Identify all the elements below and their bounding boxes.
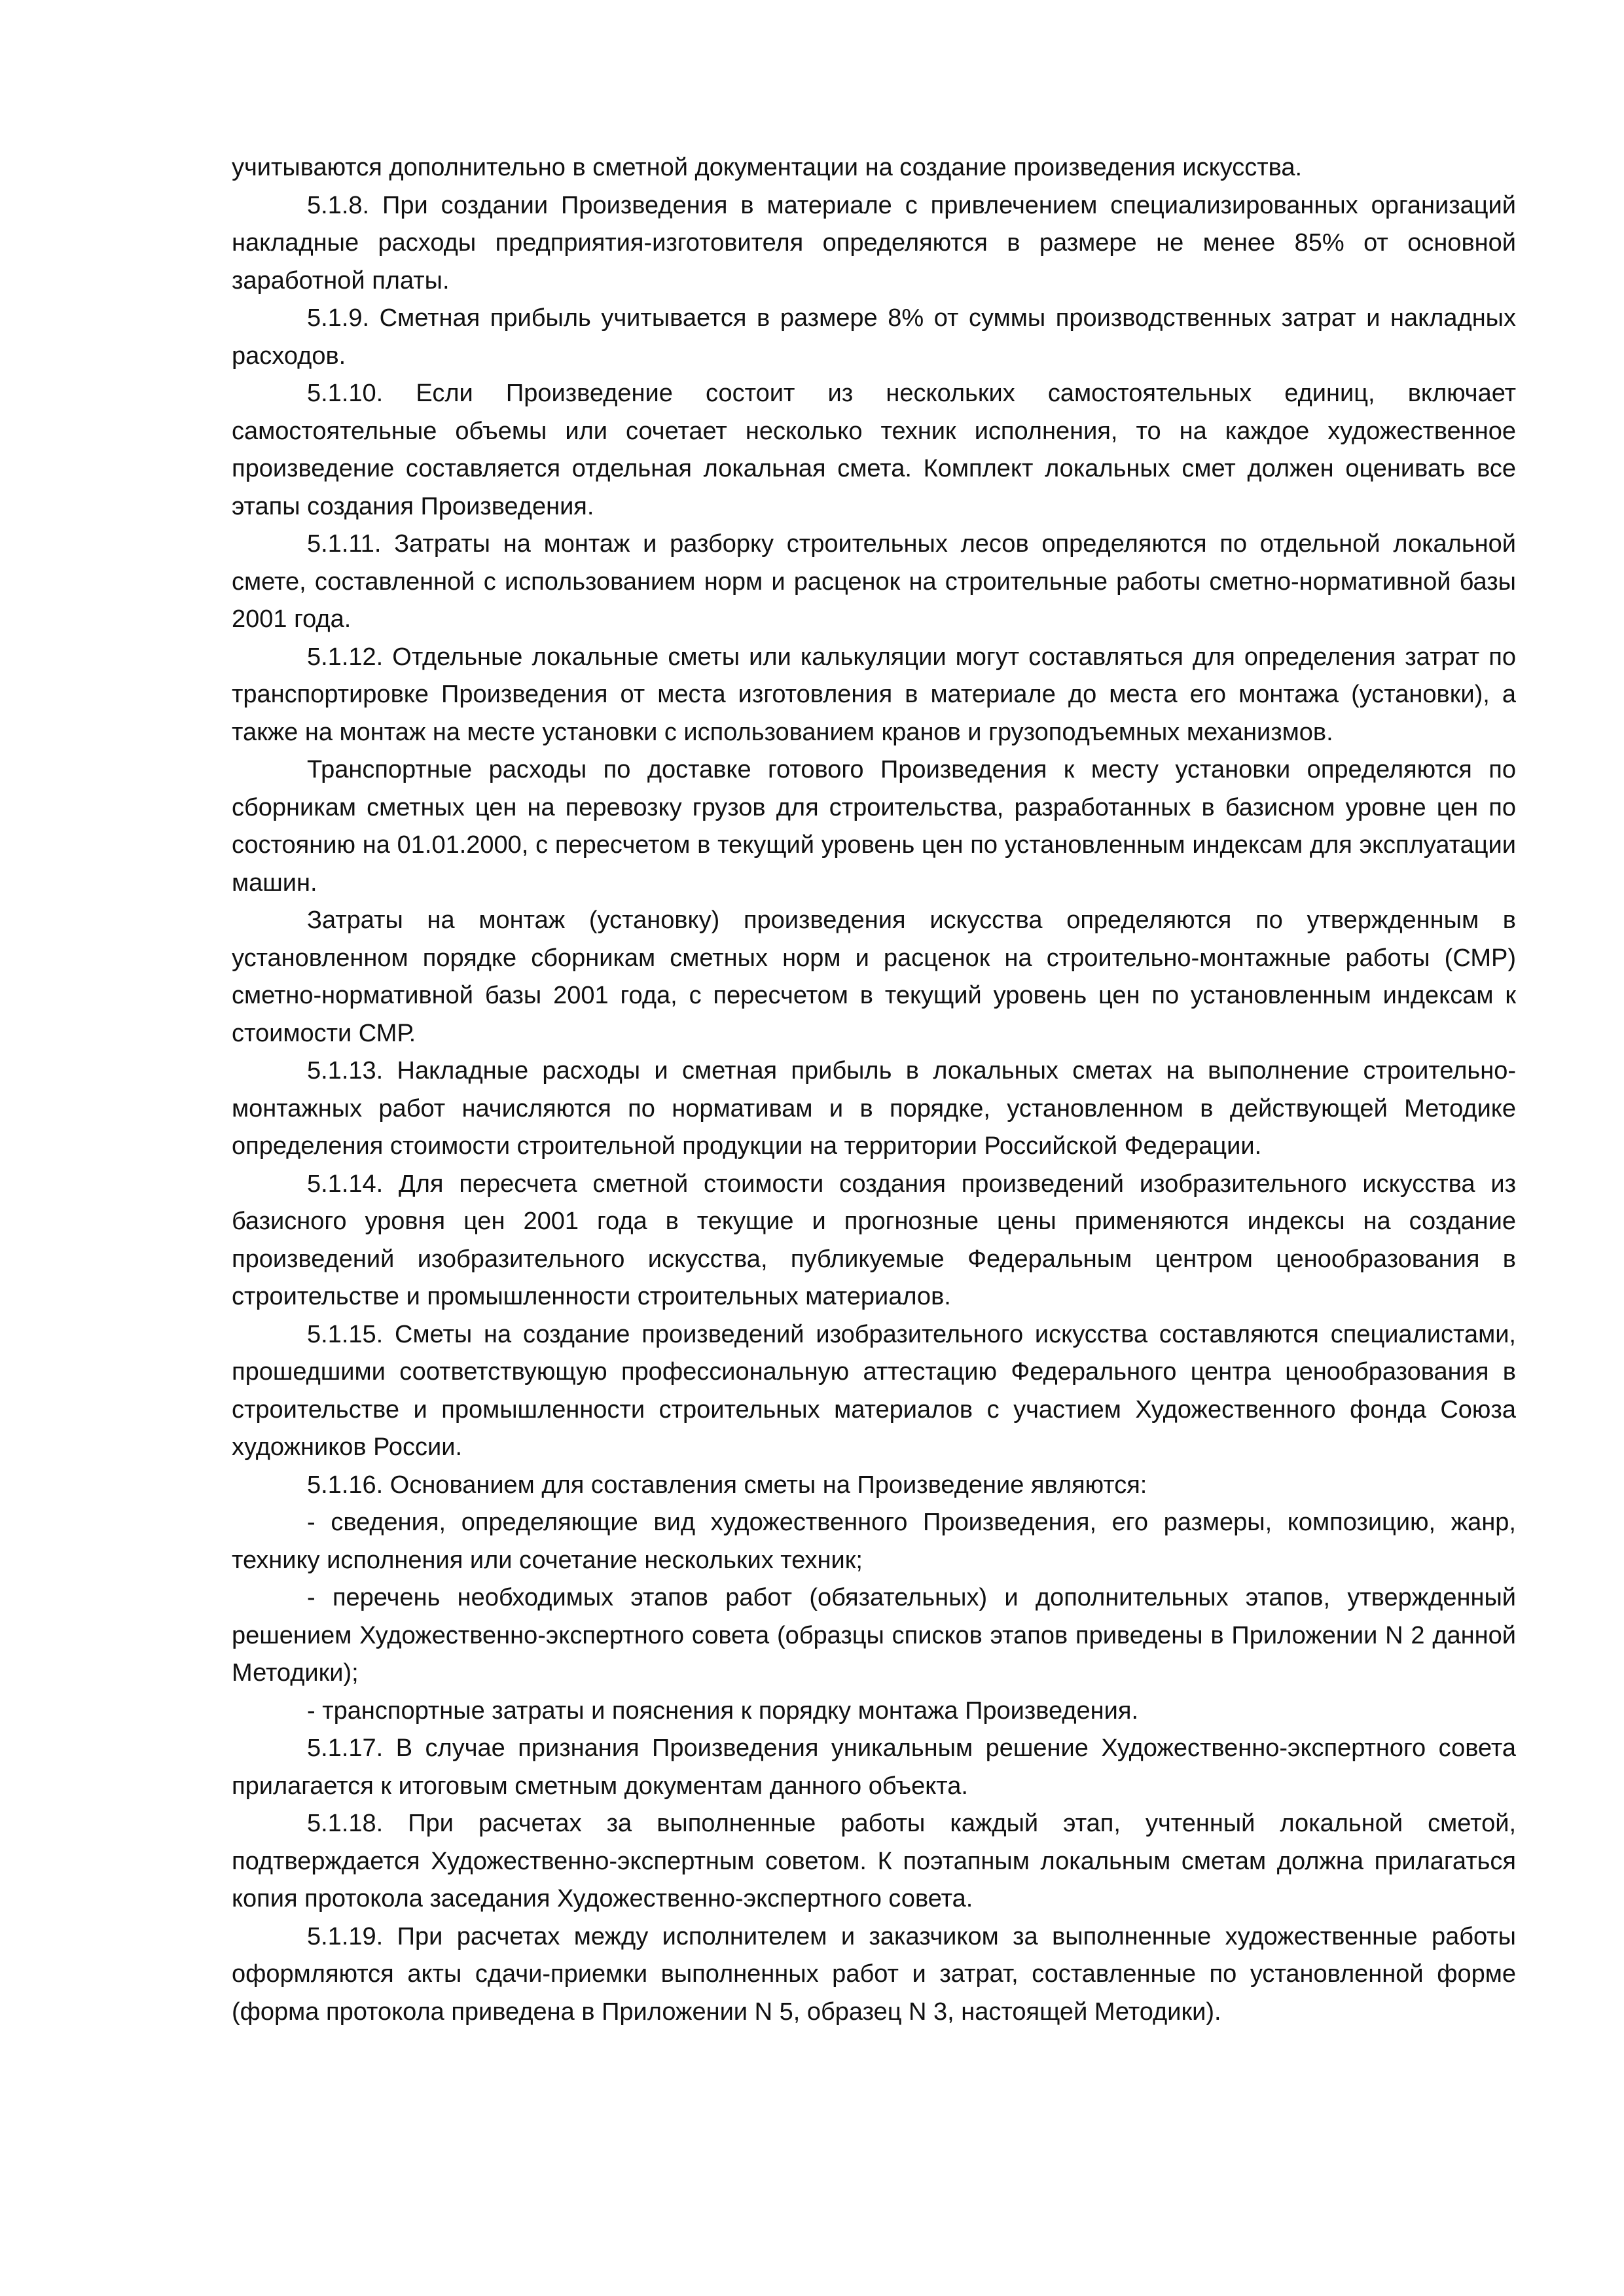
paragraph-5-1-18: 5.1.18. При расчетах за выполненные работы каждый этап, учтенный локальной сметой, подтверждается Художественно-экспертным советом. К поэтапным локальным сметам должна прилагаться копия протокола заседания Художественно-экспертного совета. (232, 1810, 1516, 1912)
paragraph-transport-costs: Транспортные расходы по доставке готового Произведения к месту установки определяются по сборникам сметных цен на перевозку грузов для строительства, разработанных в базисном уровне цен по состоянию на 01.01.2000, с пересчетом в текущий уровень цен по установленным индексам для эксплуатации машин. (232, 756, 1516, 897)
paragraph-5-1-19: 5.1.19. При расчетах между исполнителем и заказчиком за выполненные художественные работы оформляются акты сдачи-приемки выполненных работ и затрат, составленные по установленной форме (форма протокола приведена в Приложении N 5, образец N 3, настоящей Методики). (232, 1922, 1516, 2026)
paragraph-5-1-8: 5.1.8. При создании Произведения в материале с привлечением специализированных организаций накладные расходы предприятия-изготовителя определяются в размере не менее 85% от основной заработной платы. (232, 191, 1516, 295)
paragraph-5-1-13: 5.1.13. Накладные расходы и сметная прибыль в локальных сметах на выполнение строительно-монтажных работ начисляются по нормативам и в порядке, установленном в действующей Методике определения стоимости строительной продукции на территории Российской Федерации. (232, 1057, 1516, 1160)
paragraph-installation-costs: Затраты на монтаж (установку) произведения искусства определяются по утвержденным в установленном порядке сборникам сметных норм и расценок на строительно-монтажные работы (СМР) сметно-нормативной базы 2001 года, с пересчетом в текущий уровень цен по установленным индексам к стоимости СМР. (232, 906, 1516, 1047)
paragraph-5-1-16: 5.1.16. Основанием для составления сметы на Произведение являются: (307, 1471, 1147, 1499)
paragraph-5-1-10: 5.1.10. Если Произведение состоит из нескольких самостоятельных единиц, включает самостоятельные объемы или сочетает несколько техник исполнения, то на каждое художественное произведение составляется отдельная локальная смета. Комплект локальных смет должен оценивать все этапы создания Произведения. (232, 380, 1516, 520)
paragraph-5-1-12: 5.1.12. Отдельные локальные сметы или калькуляции могут составляться для определения затрат по транспортировке Произведения от места изготовления в материале до места его монтажа (установки), а также на монтаж на месте установки с использованием кранов и грузоподъемных механизмов. (232, 643, 1516, 746)
paragraph-5-1-17: 5.1.17. В случае признания Произведения уникальным решение Художественно-экспертного совета прилагается к итоговым сметным документам данного объекта. (232, 1734, 1516, 1800)
paragraph-5-1-14: 5.1.14. Для пересчета сметной стоимости создания произведений изобразительного искусства из базисного уровня цен 2001 года в текущие и прогнозные цены применяются индексы на создание произведений изобразительного искусства, публикуемые Федеральным центром ценообразования в строительстве и промышленности строительных материалов. (232, 1170, 1516, 1310)
list-item-stages: - перечень необходимых этапов работ (обязательных) и дополнительных этапов, утвержденный решением Художественно-экспертного совета (образцы списков этапов приведены в Приложении N 2 данной Методики); (232, 1584, 1516, 1687)
list-item-details: - сведения, определяющие вид художественного Произведения, его размеры, композицию, жанр, технику исполнения или сочетание нескольких техник; (232, 1509, 1516, 1574)
paragraph-continuation: учитываются дополнительно в сметной документации на создание произведения искусства. (232, 154, 1303, 181)
paragraph-5-1-11: 5.1.11. Затраты на монтаж и разборку строительных лесов определяются по отдельной локальной смете, составленной с использованием норм и расценок на строительные работы сметно-нормативной базы 2001 года. (232, 530, 1516, 633)
paragraph-5-1-9: 5.1.9. Сметная прибыль учитывается в размере 8% от суммы производственных затрат и накладных расходов. (232, 304, 1516, 370)
document-page (232, 149, 1516, 2031)
list-item-transport: - транспортные затраты и пояснения к порядку монтажа Произведения. (307, 1696, 1139, 1725)
paragraph-5-1-15: 5.1.15. Сметы на создание произведений изобразительного искусства составляются специалистами, прошедшими соответствующую профессиональную аттестацию Федерального центра ценообразования в строительстве и промышленности строительных материалов с участием Художественного фонда Союза художников России. (232, 1320, 1516, 1461)
